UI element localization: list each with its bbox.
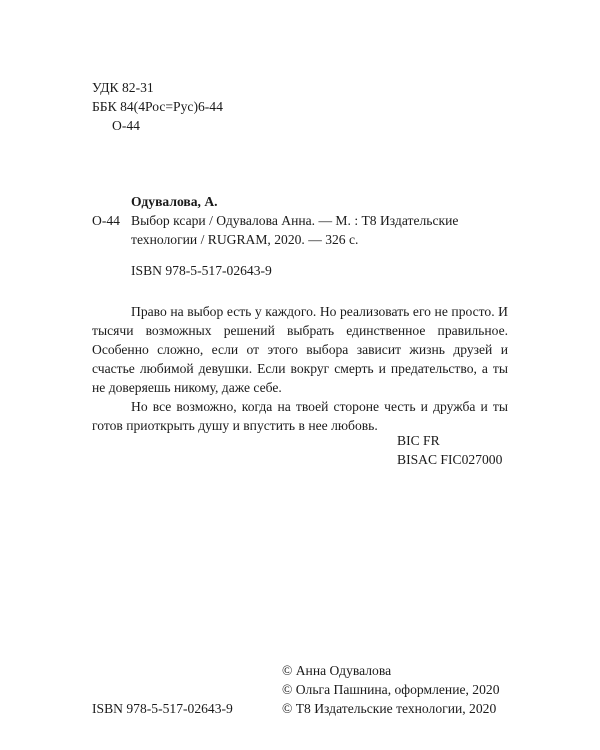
bisac-code: BISAC FIC027000: [397, 452, 503, 467]
author-name: Одувалова, А.: [131, 194, 218, 209]
record-author-mark: О-44: [92, 213, 120, 228]
udk-code: УДК 82-31: [92, 80, 154, 95]
annotation-paragraph-1: Право на выбор есть у каждого. Но реализовать его не просто. И тысячи возможных решений выбрать единственное правильное. Особенно сложно, если от этого выбора зависит жизнь друзей и счастье любимой девушки. Если вокруг смерть и предательство, а ты не доверяешь никому, даже себе.: [92, 304, 508, 395]
record-isbn: ISBN 978-5-517-02643-9: [131, 263, 272, 278]
author-mark: О-44: [112, 118, 140, 133]
annotation-paragraph-2: Но все возможно, когда на твоей стороне честь и дружба и ты готов приоткрыть душу и впустить в нее любовь.: [92, 399, 508, 433]
copyright-line-2: © Ольга Пашнина, оформление, 2020: [282, 682, 500, 697]
copyright-line-1: © Анна Одувалова: [282, 663, 392, 678]
bic-code: BIC FR: [397, 433, 440, 448]
record-line-1: Выбор ксари / Одувалова Анна. — М. : Т8 Издательские: [131, 213, 459, 228]
copyright-line-3: © Т8 Издательские технологии, 2020: [282, 701, 497, 716]
bbk-code: ББК 84(4Рос=Рус)6-44: [92, 99, 223, 114]
annotation: [92, 302, 508, 435]
footer-isbn: ISBN 978-5-517-02643-9: [92, 701, 233, 716]
record-line-2: технологии / RUGRAM, 2020. — 326 с.: [131, 232, 359, 247]
